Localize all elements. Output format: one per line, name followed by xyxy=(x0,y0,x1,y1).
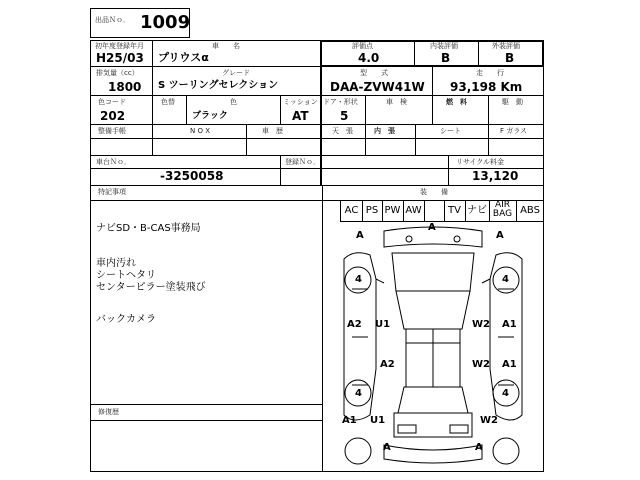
equipment-ac: AC xyxy=(344,205,359,216)
score: 4.0 xyxy=(358,51,380,65)
color-code: 202 xyxy=(100,109,126,123)
mark-tire-rl: 4 xyxy=(355,388,362,399)
mark-side-right-a1: A1 xyxy=(502,319,517,330)
recycle-fee: 13,120 xyxy=(472,169,519,183)
color-code-label: 色コード xyxy=(98,98,126,106)
grade-label: グレード xyxy=(222,69,250,77)
inspection-label: 車 検 xyxy=(386,98,407,106)
mark-rear-bottom-right: A xyxy=(475,442,483,453)
remarks-line-2: 車内汚れ シートヘタリ センターピラー塗装飛び xyxy=(96,258,206,293)
mark-side-left-a2: A2 xyxy=(347,319,362,330)
chassis-label: 車台Ｎｏ． xyxy=(96,158,131,166)
grade: S ツーリングセレクション xyxy=(158,80,279,91)
equipment-tv: TV xyxy=(448,205,461,216)
mark-front-left: A xyxy=(356,230,364,241)
remarks-line-1: ナビSD・B-CAS事務局 xyxy=(96,223,201,234)
headliner-label: 天 張 xyxy=(332,127,353,135)
equipment-ps: PS xyxy=(365,205,379,216)
equipment-airbag: AIR BAG xyxy=(492,200,513,219)
model-label: 型 式 xyxy=(360,69,388,77)
color-label: 色 xyxy=(230,98,237,106)
mark-rear-left-a1: A1 xyxy=(342,415,357,426)
mark-roof-a2: A2 xyxy=(380,359,395,370)
mileage: 93,198 Km xyxy=(450,80,523,94)
color: ブラック xyxy=(192,111,228,121)
remarks-label: 特記事項 xyxy=(98,188,126,196)
recycle-label: リサイクル料金 xyxy=(456,158,505,166)
mark-rear-right-a1: A1 xyxy=(502,359,517,370)
mark-side-right-w2: W2 xyxy=(472,319,490,330)
car-damage-diagram xyxy=(322,219,544,472)
mark-rear-right-w2: W2 xyxy=(472,359,490,370)
equipment-label: 装 備 xyxy=(420,188,448,196)
interior-trim-label: 内 張 xyxy=(374,127,395,135)
mission-label: ミッション xyxy=(283,98,318,106)
displacement: 1800 xyxy=(108,80,142,94)
registration-label: 登録Ｎｏ． xyxy=(285,158,320,166)
mark-tire-rr: 4 xyxy=(502,388,509,399)
mark-front-right: A xyxy=(496,230,504,241)
remarks-line-3: バックカメラ xyxy=(96,314,156,325)
lot-number: 1009 xyxy=(140,12,191,33)
history-label: 車 歴 xyxy=(262,127,283,135)
seat-label: シート xyxy=(440,127,461,135)
car-name-label: 車 名 xyxy=(212,42,240,50)
mission: AT xyxy=(292,109,309,123)
mark-front-center: A xyxy=(428,222,436,233)
score-label: 評価点 xyxy=(352,42,373,50)
interior-grade-label: 内装評価 xyxy=(430,42,458,50)
first-registration: H25/03 xyxy=(96,51,144,65)
mark-tire-fr: 4 xyxy=(502,274,509,285)
mark-rear-right-w2b: W2 xyxy=(480,415,498,426)
equipment-navi: ナビ xyxy=(467,205,487,216)
equipment-aw: AW xyxy=(405,205,422,216)
mark-rear-bottom-left: A xyxy=(383,442,391,453)
chassis-number: -3250058 xyxy=(160,169,224,183)
exterior-grade-label: 外装評価 xyxy=(492,42,520,50)
service-book-label: 整備手帳 xyxy=(98,127,126,135)
year-label: 初年度登録年月 xyxy=(95,42,144,50)
exterior-grade: B xyxy=(505,51,515,65)
front-glass-label: F ガラス xyxy=(500,127,528,135)
displacement-label: 排気量（cc） xyxy=(96,69,139,77)
mark-rear-left-u1: U1 xyxy=(370,415,386,426)
model-code: DAA-ZVW41W xyxy=(330,80,425,94)
drive-label: 駆 動 xyxy=(502,98,523,106)
equipment-pw: PW xyxy=(384,205,401,216)
mark-tire-fl: 4 xyxy=(355,274,362,285)
car-name: プリウスα xyxy=(158,51,209,64)
repair-history-label: 修復歴 xyxy=(98,408,119,416)
lot-number-label: 出品Ｎｏ． xyxy=(95,16,130,24)
color-change-label: 色替 xyxy=(161,98,175,106)
nox-label: N O X xyxy=(190,127,210,135)
mileage-label: 走 行 xyxy=(476,69,504,77)
doors: 5 xyxy=(340,109,349,123)
equipment-abs: ABS xyxy=(520,205,540,216)
doors-label: ドア・形状 xyxy=(323,98,358,106)
fuel-label: 燃 料 xyxy=(446,98,467,106)
interior-grade: B xyxy=(441,51,451,65)
mark-side-left-u1: U1 xyxy=(375,319,391,330)
